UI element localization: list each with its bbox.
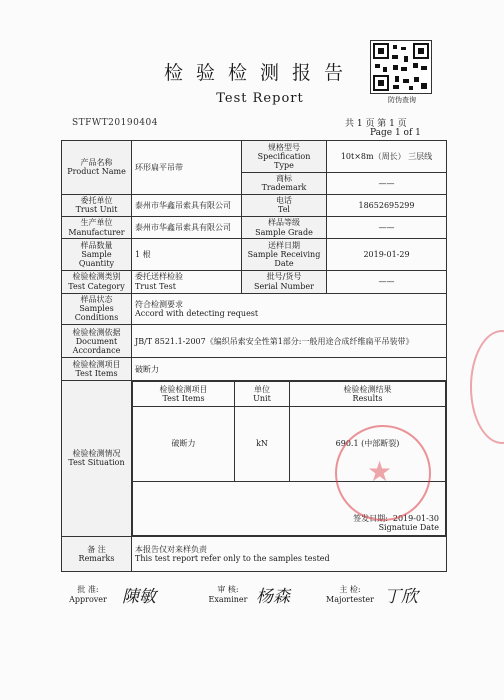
value-tel: 18652695299 — [327, 194, 447, 216]
col-unit: 单位 Unit — [235, 382, 290, 407]
page-count-cn: 共 1 页 第 1 页 — [345, 119, 407, 129]
value-product-name: 环形扁平吊带 — [132, 141, 242, 195]
value-receiving-date: 2019-01-29 — [327, 239, 447, 271]
qr-label: 防伪查询 — [388, 96, 416, 104]
label-test-situation: 检验检测情况 Test Situation — [62, 381, 132, 536]
report-title-en: Test Report — [216, 91, 304, 106]
label-test-category: 检验检测类别 Test Category — [62, 270, 132, 293]
label-product-name: 产品名称 Product Name — [62, 141, 132, 195]
value-test-items: 破断力 — [132, 358, 447, 381]
side-seal-icon — [470, 330, 504, 444]
value-remarks: 本报告仅对来样负责 This test report refer only to the samples tested — [132, 536, 447, 571]
label-document-accordance: 检验检测依据 Document Accordance — [62, 325, 132, 358]
label-trust-unit: 委托单位 Trust Unit — [62, 194, 132, 216]
label-serial-number: 批号/货号 Serial Number — [242, 270, 327, 293]
examiner-label: 审 核: Examiner — [208, 585, 248, 604]
approver-signature: 陳敏 — [122, 587, 156, 607]
signature-date: 签发日期: 2019-01-30 Signatuie Date — [133, 481, 446, 535]
result-value: 690.1 (中部断裂) — [290, 407, 446, 482]
majortester-label: 主 检: Majortester — [326, 585, 374, 604]
label-test-items: 检验检测项目 Test Items — [62, 358, 132, 381]
value-manufacturer: 泰州市华鑫吊索具有限公司 — [132, 216, 242, 238]
value-test-category: 委托送样检验 Trust Test — [132, 270, 242, 293]
label-manufacturer: 生产单位 Manufacturer — [62, 216, 132, 238]
value-serial-number: —— — [327, 270, 447, 293]
majortester-signature: 丁欣 — [384, 587, 418, 607]
report-title-cn: 检验检测报告 — [163, 62, 356, 84]
label-remarks: 备 注 Remarks — [62, 536, 132, 571]
label-trademark: 商标 Trademark — [242, 172, 327, 194]
col-test-items: 检验检测项目 Test Items — [133, 382, 235, 407]
approver-label: 批 准: Approver — [69, 585, 107, 604]
label-receiving-date: 送样日期 Sample Receiving Date — [242, 239, 327, 271]
label-quantity: 样品数量 Sample Quantity — [62, 239, 132, 271]
examiner-signature: 杨森 — [256, 587, 290, 607]
value-trust-unit: 泰州市华鑫吊索具有限公司 — [132, 194, 242, 216]
value-quantity: 1 根 — [132, 239, 242, 271]
official-seal-icon: ★ — [335, 425, 431, 521]
value-document-accordance: JB/T 8521.1-2007《编织吊索安全性第1部分:一般用途合成纤维扁平吊装带》 — [132, 325, 447, 358]
value-spec: 10t×8m（周长） 三层线 — [327, 141, 447, 173]
result-item: 破断力 — [133, 407, 235, 482]
label-spec: 规格型号 Specification Type — [242, 141, 327, 173]
report-number: STFWT20190404 — [72, 118, 158, 128]
col-results: 检验检测结果 Results — [290, 382, 446, 407]
result-unit: kN — [235, 407, 290, 482]
label-tel: 电话 Tel — [242, 194, 327, 216]
label-sample-conditions: 样品状态 Samples Conditions — [62, 293, 132, 325]
label-grade: 样品等级 Sample Grade — [242, 216, 327, 238]
qr-code-icon[interactable] — [370, 40, 432, 94]
value-trademark: —— — [327, 172, 447, 194]
page-count-en: Page 1 of 1 — [370, 128, 421, 138]
value-grade: —— — [327, 216, 447, 238]
value-sample-conditions: 符合检测要求 Accord with detecting request — [132, 293, 447, 325]
